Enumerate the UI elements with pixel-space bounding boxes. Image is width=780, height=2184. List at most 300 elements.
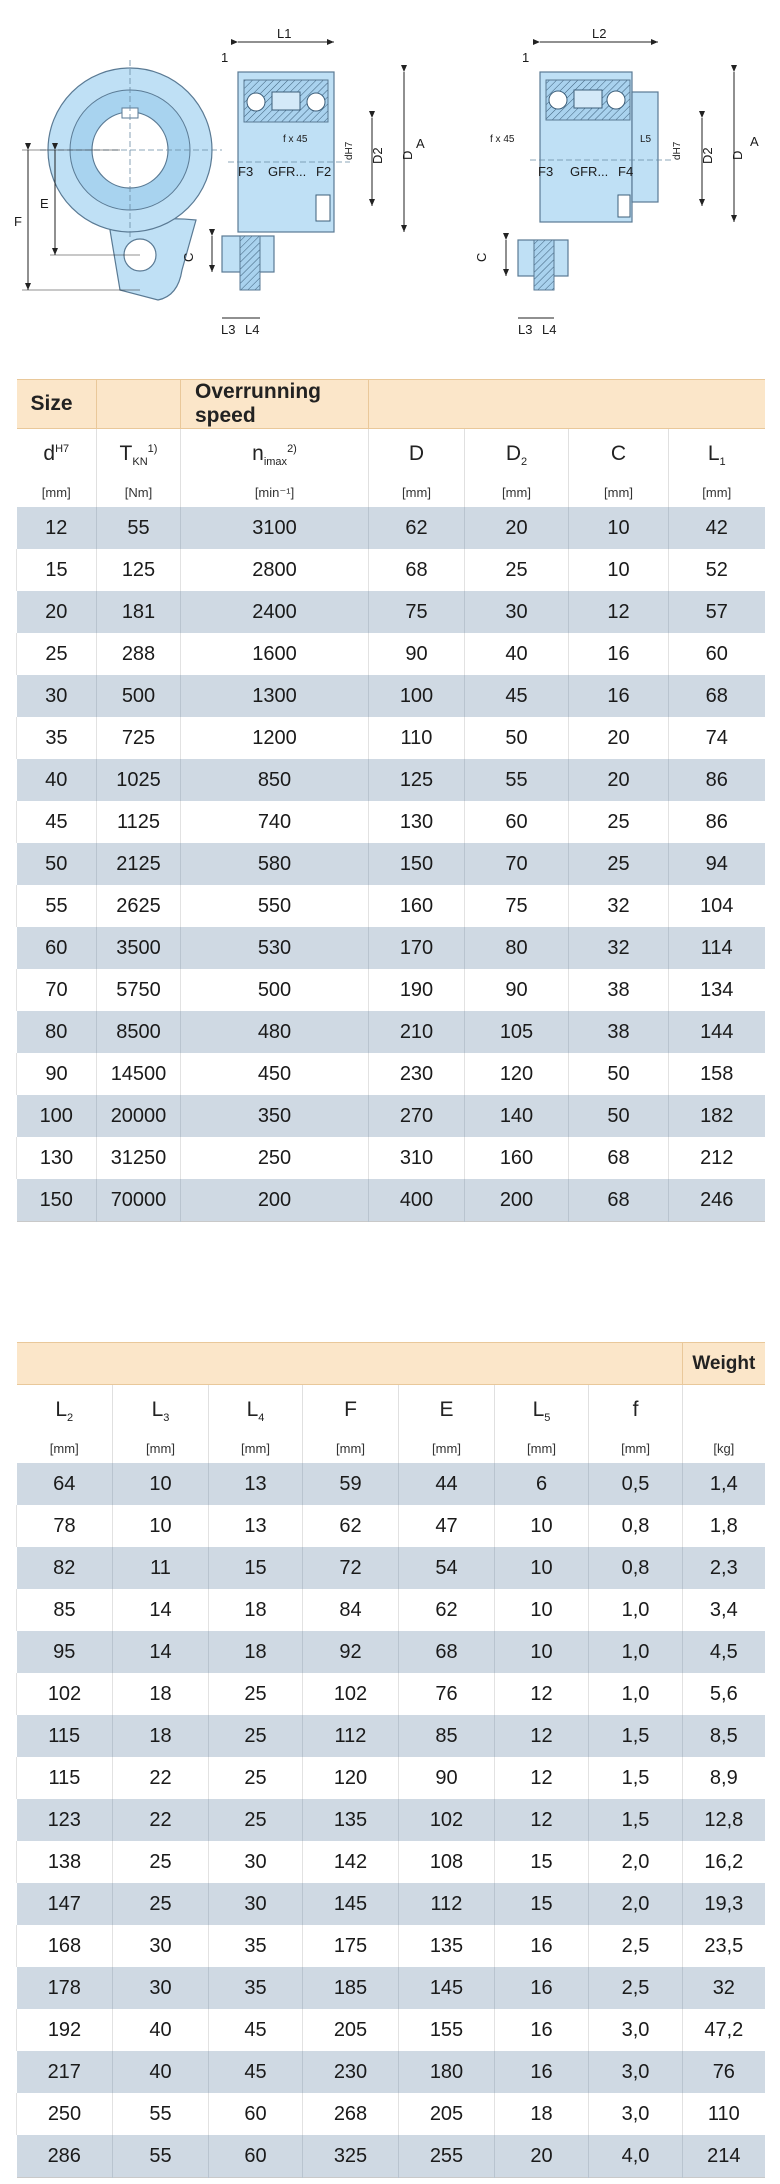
table-cell: 25 <box>209 1673 303 1715</box>
column-superscript: 2) <box>287 442 297 455</box>
table-cell: 23,5 <box>683 1925 765 1967</box>
table2-col-symbol-6 <box>589 1385 683 1435</box>
table-cell: 400 <box>369 1179 465 1222</box>
table-cell: 123 <box>17 1799 113 1841</box>
table-cell: 580 <box>181 843 369 885</box>
table-row <box>17 969 765 1011</box>
table1-body <box>17 507 765 1222</box>
table-cell: 15 <box>495 1883 589 1925</box>
table-cell: 30 <box>113 1925 209 1967</box>
table-cell: 45 <box>465 675 569 717</box>
table-cell: 82 <box>17 1547 113 1589</box>
label-D2: D2 <box>370 147 385 164</box>
table-cell: 2625 <box>97 885 181 927</box>
table-cell: 190 <box>369 969 465 1011</box>
table2-header-row <box>17 1343 765 1385</box>
table1-col-unit-2: [min⁻¹] <box>181 478 369 507</box>
table-cell: 16 <box>495 1925 589 1967</box>
column-symbol: L <box>707 441 720 465</box>
table-cell: 19,3 <box>683 1883 765 1925</box>
table-row <box>17 1053 765 1095</box>
dimensions-table-2 <box>16 1342 765 2178</box>
table-cell: 2,5 <box>589 1967 683 2009</box>
table-row <box>17 717 765 759</box>
table-cell: 90 <box>399 1757 495 1799</box>
table-cell: 60 <box>17 927 97 969</box>
table-cell: 18 <box>209 1589 303 1631</box>
table-cell: 59 <box>303 1463 399 1505</box>
column-subscript: imax <box>263 455 288 468</box>
table-row <box>17 1799 765 1841</box>
table2-col-unit-3: [mm] <box>303 1434 399 1463</box>
table1-col-unit-1: [Nm] <box>97 478 181 507</box>
column-symbol: F <box>344 1397 357 1421</box>
table-cell: 350 <box>181 1095 369 1137</box>
table-cell: 94 <box>669 843 765 885</box>
table-cell: 16 <box>495 2009 589 2051</box>
table-cell: 22 <box>113 1757 209 1799</box>
table-cell: 32 <box>683 1967 765 2009</box>
table-cell: 12 <box>495 1757 589 1799</box>
table-cell: 1,0 <box>589 1631 683 1673</box>
table-cell: 1025 <box>97 759 181 801</box>
table-row <box>17 2135 765 2178</box>
table1-header-row <box>17 380 765 429</box>
table-cell: 3100 <box>181 507 369 549</box>
table-cell: 55 <box>17 885 97 927</box>
table-cell: 68 <box>569 1179 669 1222</box>
table-cell: 310 <box>369 1137 465 1179</box>
column-symbol: T <box>119 441 133 465</box>
column-symbol: E <box>439 1397 454 1421</box>
section-view-right <box>518 72 672 290</box>
table-cell: 500 <box>97 675 181 717</box>
table-row <box>17 633 765 675</box>
table2-symbol-row <box>17 1385 765 1435</box>
table-cell: 1,5 <box>589 1757 683 1799</box>
table1-col-unit-5: [mm] <box>569 478 669 507</box>
table-cell: 47,2 <box>683 2009 765 2051</box>
table-cell: 10 <box>569 549 669 591</box>
table-cell: 10 <box>113 1463 209 1505</box>
table-row <box>17 507 765 549</box>
table-cell: 68 <box>569 1137 669 1179</box>
table-row <box>17 1757 765 1799</box>
table-cell: 3,0 <box>589 2093 683 2135</box>
table-cell: 75 <box>369 591 465 633</box>
column-subscript: 2 <box>67 1411 74 1424</box>
table-cell: 1,8 <box>683 1505 765 1547</box>
label-GFR: GFR... <box>268 164 307 179</box>
table1-col-unit-6: [mm] <box>669 478 765 507</box>
table-cell: 20000 <box>97 1095 181 1137</box>
table2-col-unit-0: [mm] <box>49 1441 79 1456</box>
table-cell: 160 <box>465 1137 569 1179</box>
table-cell: 2,0 <box>589 1841 683 1883</box>
column-symbol: L <box>532 1397 545 1421</box>
table-cell: 217 <box>17 2051 113 2093</box>
table-cell: 8500 <box>97 1011 181 1053</box>
label-A-right: A <box>750 134 759 149</box>
table-cell: 85 <box>17 1589 113 1631</box>
table-cell: 32 <box>569 885 669 927</box>
column-subscript: 4 <box>258 1411 265 1424</box>
table-row <box>17 1673 765 1715</box>
table-cell: 4,0 <box>589 2135 683 2178</box>
table-cell: 140 <box>465 1095 569 1137</box>
table-cell: 20 <box>495 2135 589 2178</box>
table-cell: 1600 <box>181 633 369 675</box>
table-cell: 740 <box>181 801 369 843</box>
table-cell: 32 <box>569 927 669 969</box>
table-cell: 90 <box>465 969 569 1011</box>
table-cell: 30 <box>209 1841 303 1883</box>
table-cell: 3,0 <box>589 2051 683 2093</box>
table-cell: 12 <box>495 1673 589 1715</box>
label-D: D <box>400 150 415 160</box>
table-cell: 22 <box>113 1799 209 1841</box>
table-cell: 246 <box>669 1179 765 1222</box>
table-cell: 38 <box>569 1011 669 1053</box>
table2-col-symbol-7 <box>683 1385 765 1435</box>
table-cell: 2,0 <box>589 1883 683 1925</box>
table-cell: 55 <box>113 2093 209 2135</box>
table-cell: 45 <box>17 801 97 843</box>
table-cell: 14 <box>113 1631 209 1673</box>
label-L4: L4 <box>245 322 260 337</box>
table-cell: 16 <box>495 1967 589 2009</box>
table-cell: 168 <box>17 1925 113 1967</box>
table1-symbol-row <box>17 429 765 479</box>
table-cell: 90 <box>17 1053 97 1095</box>
column-symbol: D <box>408 441 425 465</box>
table-cell: 10 <box>495 1505 589 1547</box>
table-row <box>17 801 765 843</box>
table-cell: 2125 <box>97 843 181 885</box>
table-row <box>17 759 765 801</box>
table-cell: 18 <box>113 1673 209 1715</box>
label-F3: F3 <box>238 164 254 179</box>
table-cell: 31250 <box>97 1137 181 1179</box>
table-cell: 112 <box>399 1883 495 1925</box>
table-cell: 2,3 <box>683 1547 765 1589</box>
table-cell: 550 <box>181 885 369 927</box>
table-cell: 147 <box>17 1883 113 1925</box>
table-cell: 74 <box>669 717 765 759</box>
table-cell: 30 <box>465 591 569 633</box>
table-cell: 45 <box>209 2051 303 2093</box>
table-cell: 2400 <box>181 591 369 633</box>
table2-col-symbol-1 <box>113 1385 209 1435</box>
dimensions-table-1 <box>16 379 765 1222</box>
table2-col-unit-4: [mm] <box>399 1434 495 1463</box>
table-cell: 178 <box>17 1967 113 2009</box>
table2-col-unit-5: [mm] <box>495 1434 589 1463</box>
table-cell: 60 <box>669 633 765 675</box>
table-cell: 25 <box>17 633 97 675</box>
table-cell: 180 <box>399 2051 495 2093</box>
table-cell: 1125 <box>97 801 181 843</box>
header-overrunning-speed: Overrunning speed <box>181 380 369 429</box>
table-cell: 54 <box>399 1547 495 1589</box>
table-cell: 205 <box>399 2093 495 2135</box>
table-cell: 500 <box>181 969 369 1011</box>
table-cell: 110 <box>683 2093 765 2135</box>
column-symbol: n <box>252 441 264 465</box>
table-cell: 60 <box>209 2093 303 2135</box>
table-row <box>17 1137 765 1179</box>
label-1: 1 <box>221 50 229 65</box>
table-cell: 50 <box>465 717 569 759</box>
table-cell: 78 <box>17 1505 113 1547</box>
table-cell: 8,5 <box>683 1715 765 1757</box>
label-A: A <box>416 136 425 151</box>
table-cell: 15 <box>209 1547 303 1589</box>
table-cell: 268 <box>303 2093 399 2135</box>
table-cell: 40 <box>113 2051 209 2093</box>
table-cell: 47 <box>399 1505 495 1547</box>
table2-col-symbol-3 <box>303 1385 399 1435</box>
column-superscript: 1) <box>147 442 158 455</box>
table-row <box>17 1179 765 1222</box>
table-cell: 70 <box>17 969 97 1011</box>
table-cell: 230 <box>303 2051 399 2093</box>
table-cell: 3,0 <box>589 2009 683 2051</box>
table-cell: 270 <box>369 1095 465 1137</box>
table-cell: 530 <box>181 927 369 969</box>
table-cell: 125 <box>97 549 181 591</box>
table-cell: 60 <box>465 801 569 843</box>
table-cell: 76 <box>683 2051 765 2093</box>
table-cell: 92 <box>303 1631 399 1673</box>
table-cell: 181 <box>97 591 181 633</box>
table-row <box>17 1095 765 1137</box>
table-cell: 1,0 <box>589 1673 683 1715</box>
table-cell: 130 <box>17 1137 97 1179</box>
label-L5: L5 <box>640 134 652 145</box>
table-cell: 16 <box>569 675 669 717</box>
table-cell: 120 <box>465 1053 569 1095</box>
table-row <box>17 549 765 591</box>
table-row <box>17 1841 765 1883</box>
table-cell: 30 <box>113 1967 209 2009</box>
table2-col-unit-6: [mm] <box>589 1434 683 1463</box>
table-cell: 205 <box>303 2009 399 2051</box>
table-cell: 25 <box>465 549 569 591</box>
table-cell: 110 <box>369 717 465 759</box>
table1-col-unit-4: [mm] <box>465 478 569 507</box>
table2-col-unit-2: [mm] <box>209 1434 303 1463</box>
table-cell: 114 <box>669 927 765 969</box>
table-cell: 75 <box>465 885 569 927</box>
table-cell: 5750 <box>97 969 181 1011</box>
table-cell: 250 <box>181 1137 369 1179</box>
table-cell: 25 <box>113 1883 209 1925</box>
table-cell: 142 <box>303 1841 399 1883</box>
table2-col-unit-1: [mm] <box>113 1434 209 1463</box>
freewheel-drawings <box>0 0 780 340</box>
table1-col-symbol-3 <box>369 429 465 479</box>
table-cell: 160 <box>369 885 465 927</box>
table-cell: 12 <box>495 1799 589 1841</box>
table-cell: 16 <box>569 633 669 675</box>
table1-col-symbol-5 <box>569 429 669 479</box>
table-cell: 102 <box>17 1673 113 1715</box>
table-cell: 14500 <box>97 1053 181 1095</box>
table-cell: 105 <box>465 1011 569 1053</box>
table2-col-unit-7: [kg] <box>683 1434 765 1463</box>
table-cell: 50 <box>17 843 97 885</box>
table-row <box>17 927 765 969</box>
table-cell: 102 <box>399 1799 495 1841</box>
table-cell: 1,5 <box>589 1715 683 1757</box>
table-cell: 57 <box>669 591 765 633</box>
table-cell: 62 <box>369 507 465 549</box>
table-cell: 84 <box>303 1589 399 1631</box>
table-cell: 18 <box>113 1715 209 1757</box>
table-cell: 13 <box>209 1463 303 1505</box>
table-cell: 25 <box>209 1715 303 1757</box>
column-symbol: L <box>151 1397 164 1421</box>
table-cell: 286 <box>17 2135 113 2178</box>
table-cell: 210 <box>369 1011 465 1053</box>
table-cell: 40 <box>465 633 569 675</box>
table2-body <box>17 1463 765 2178</box>
table-cell: 288 <box>97 633 181 675</box>
label-fx45-right: f x 45 <box>490 134 515 145</box>
table-row <box>17 591 765 633</box>
table-cell: 44 <box>399 1463 495 1505</box>
header-weight: Weight <box>683 1343 765 1385</box>
table1-col-symbol-2 <box>181 429 369 479</box>
table-cell: 55 <box>465 759 569 801</box>
table-cell: 55 <box>97 507 181 549</box>
table-cell: 35 <box>209 1925 303 1967</box>
label-L1: L1 <box>277 26 292 41</box>
table-cell: 10 <box>569 507 669 549</box>
table-cell: 40 <box>17 759 97 801</box>
table1-col-unit-3: [mm] <box>369 478 465 507</box>
table-row <box>17 843 765 885</box>
table-cell: 8,9 <box>683 1757 765 1799</box>
table-cell: 18 <box>209 1631 303 1673</box>
table-cell: 214 <box>683 2135 765 2178</box>
label-dH7: dH7 <box>344 141 355 160</box>
column-symbol: D <box>505 441 522 465</box>
table-row <box>17 1463 765 1505</box>
table-cell: 6 <box>495 1463 589 1505</box>
table-cell: 72 <box>303 1547 399 1589</box>
table-cell: 76 <box>399 1673 495 1715</box>
label-L2: L2 <box>592 26 607 41</box>
label-fx45: f x 45 <box>283 134 308 145</box>
table-cell: 144 <box>669 1011 765 1053</box>
table-row <box>17 1967 765 2009</box>
table1-col-symbol-1 <box>97 429 181 479</box>
column-symbol: C <box>610 441 627 465</box>
table-row <box>17 2093 765 2135</box>
table-cell: 112 <box>303 1715 399 1757</box>
table-cell: 15 <box>495 1841 589 1883</box>
table-cell: 86 <box>669 801 765 843</box>
table-cell: 212 <box>669 1137 765 1179</box>
table-row <box>17 1589 765 1631</box>
table2-col-symbol-5 <box>495 1385 589 1435</box>
table-cell: 40 <box>113 2009 209 2051</box>
table-cell: 60 <box>209 2135 303 2178</box>
table-row <box>17 1715 765 1757</box>
table-cell: 4,5 <box>683 1631 765 1673</box>
table-cell: 115 <box>17 1715 113 1757</box>
table-cell: 70000 <box>97 1179 181 1222</box>
table-cell: 62 <box>303 1505 399 1547</box>
table-cell: 0,8 <box>589 1505 683 1547</box>
table-cell: 50 <box>569 1053 669 1095</box>
label-D2-right: D2 <box>700 147 715 164</box>
label-GFR-right: GFR... <box>570 164 609 179</box>
table-cell: 150 <box>17 1179 97 1222</box>
table-cell: 150 <box>369 843 465 885</box>
column-subscript: 1 <box>719 455 726 468</box>
table-cell: 13 <box>209 1505 303 1547</box>
table-row <box>17 1547 765 1589</box>
table-cell: 850 <box>181 759 369 801</box>
table-cell: 100 <box>369 675 465 717</box>
table-cell: 42 <box>669 507 765 549</box>
table-cell: 134 <box>669 969 765 1011</box>
table-cell: 3,4 <box>683 1589 765 1631</box>
table-cell: 450 <box>181 1053 369 1095</box>
table-cell: 1300 <box>181 675 369 717</box>
section-view-left <box>222 72 350 290</box>
table-cell: 100 <box>17 1095 97 1137</box>
table-cell: 1,5 <box>589 1799 683 1841</box>
table-cell: 102 <box>303 1673 399 1715</box>
table-cell: 80 <box>17 1011 97 1053</box>
table-cell: 68 <box>669 675 765 717</box>
table-cell: 10 <box>495 1589 589 1631</box>
table-cell: 145 <box>303 1883 399 1925</box>
table-cell: 16 <box>495 2051 589 2093</box>
table-cell: 108 <box>399 1841 495 1883</box>
table-cell: 104 <box>669 885 765 927</box>
table-cell: 30 <box>17 675 97 717</box>
table-row <box>17 1925 765 1967</box>
table-cell: 125 <box>369 759 465 801</box>
table-cell: 200 <box>181 1179 369 1222</box>
table-cell: 10 <box>495 1547 589 1589</box>
table-cell: 5,6 <box>683 1673 765 1715</box>
table2-col-symbol-0 <box>17 1385 113 1435</box>
table1-unit-row <box>17 478 765 507</box>
table-cell: 30 <box>209 1883 303 1925</box>
table-cell: 12,8 <box>683 1799 765 1841</box>
table-row <box>17 1011 765 1053</box>
table-cell: 20 <box>17 591 97 633</box>
table-cell: 10 <box>113 1505 209 1547</box>
table-cell: 138 <box>17 1841 113 1883</box>
table-cell: 20 <box>465 507 569 549</box>
table-cell: 16,2 <box>683 1841 765 1883</box>
table-cell: 25 <box>209 1757 303 1799</box>
table-cell: 68 <box>369 549 465 591</box>
table-cell: 1,4 <box>683 1463 765 1505</box>
table-cell: 90 <box>369 633 465 675</box>
table-cell: 85 <box>399 1715 495 1757</box>
table-cell: 62 <box>399 1589 495 1631</box>
column-symbol: L <box>55 1397 68 1421</box>
table-cell: 185 <box>303 1967 399 2009</box>
